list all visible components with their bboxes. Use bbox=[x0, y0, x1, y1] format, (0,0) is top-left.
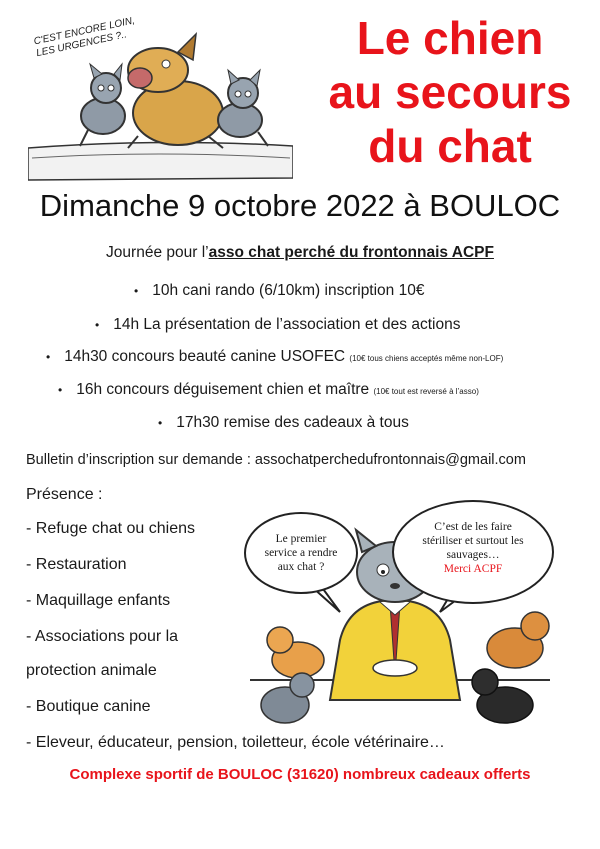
speech-bubble-signature: Merci ACPF bbox=[443, 563, 503, 575]
presence-item: - Restauration bbox=[26, 556, 127, 573]
program-item-note: (10€ tous chiens acceptés même non-LOF) bbox=[349, 354, 504, 363]
program-item-text: 14h La présentation de l’association et des actions bbox=[113, 316, 461, 333]
event-location-footer: Complexe sportif de BOULOC (31620) nombreux cadeaux offerts bbox=[69, 766, 531, 783]
presence-item: - Maquillage enfants bbox=[26, 592, 171, 609]
speech-bubble-right bbox=[392, 500, 554, 604]
presence-item: - Boutique canine bbox=[26, 698, 151, 715]
program-item bbox=[134, 282, 424, 300]
speech-bubble-left-text: Le premier service a rendre aux chat ? bbox=[264, 533, 338, 573]
bullet-icon: • bbox=[58, 383, 63, 397]
program-item-text: 10h cani rando (6/10km) inscription 10€ bbox=[152, 282, 425, 299]
cat-cartoon-illustration bbox=[230, 500, 570, 730]
speech-bubble-right-text: C’est de les faire stériliser et surtout les sauvages… bbox=[422, 521, 524, 561]
program-item bbox=[95, 316, 460, 334]
event-date: Dimanche 9 octobre 2022 à BOULOC bbox=[39, 188, 561, 223]
bullet-icon: • bbox=[134, 284, 139, 298]
presence-item: protection animale bbox=[26, 662, 157, 679]
bullet-icon: • bbox=[95, 318, 100, 332]
presence-heading: Présence : bbox=[26, 486, 103, 503]
program-item bbox=[46, 348, 503, 366]
association-name: asso chat perché du frontonnais ACPF bbox=[208, 244, 494, 261]
event-intro bbox=[0, 244, 600, 262]
program-item-text: 17h30 remise des cadeaux à tous bbox=[176, 414, 409, 431]
program-item-text: 14h30 concours beauté canine USOFEC bbox=[64, 348, 346, 365]
bullet-icon: • bbox=[158, 416, 163, 430]
speech-text-top: C'EST ENCORE LOIN, LES URGENCES ?.. bbox=[32, 15, 136, 60]
poster-title-line-2: au secours bbox=[328, 66, 572, 118]
intro-prefix: Journée pour l’ bbox=[106, 244, 209, 261]
registration-info: Bulletin d’inscription sur demande : assochatperchedufrontonnais@gmail.com bbox=[26, 452, 526, 468]
presence-item: - Associations pour la bbox=[26, 628, 179, 645]
dog-and-cats-illustration bbox=[28, 8, 293, 188]
presence-item: - Refuge chat ou chiens bbox=[26, 520, 195, 537]
program-item bbox=[58, 381, 479, 399]
program-item-text: 16h concours déguisement chien et maître bbox=[76, 381, 370, 398]
program-item-note: (10€ tout est reversé à l’asso) bbox=[373, 387, 479, 396]
poster-title-line-3: du chat bbox=[368, 120, 532, 172]
poster-title-line-1: Le chien bbox=[356, 12, 544, 64]
presence-item: - Eleveur, éducateur, pension, toiletteur, école vétérinaire… bbox=[26, 734, 445, 751]
speech-bubble-left bbox=[244, 512, 358, 594]
bullet-icon: • bbox=[46, 350, 51, 364]
program-item bbox=[158, 414, 409, 432]
